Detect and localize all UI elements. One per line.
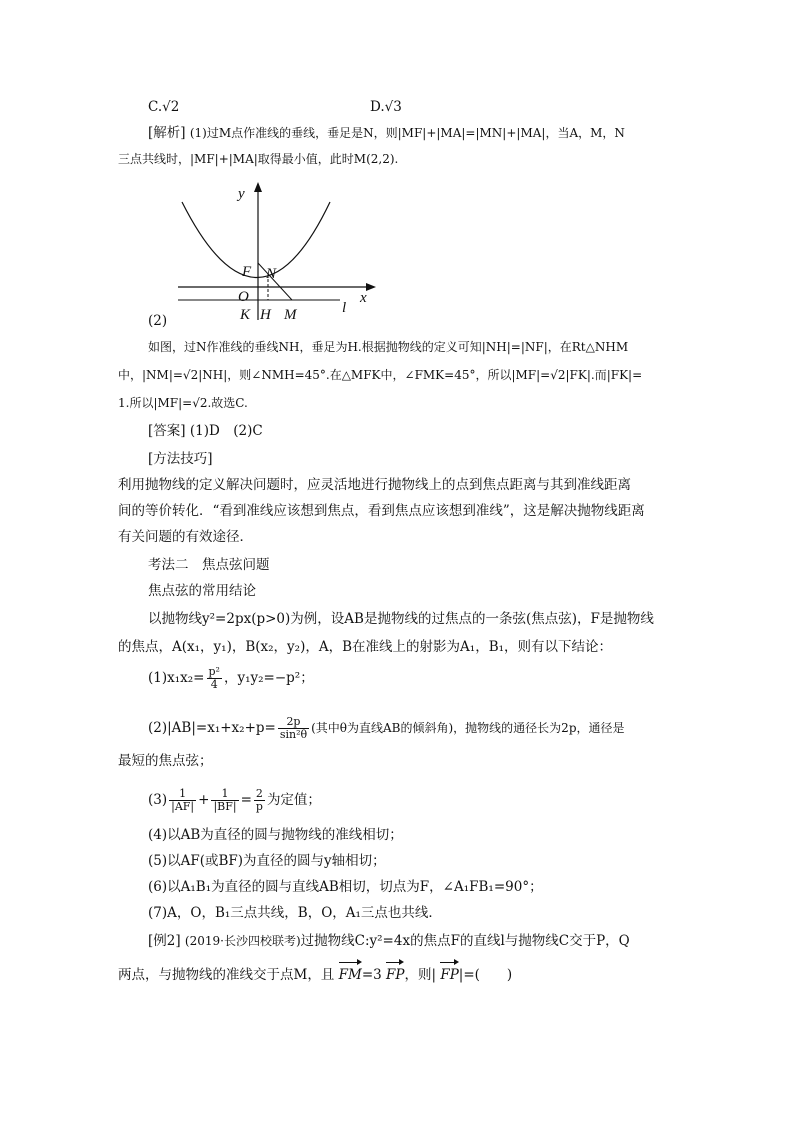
conclusion-2-cont: 最短的焦点弦； [118,753,213,769]
conclusion-3 [148,788,708,813]
parabola-curve [182,202,330,278]
label-f: F [242,264,252,280]
example-source: (2019·长沙四校联考) [184,934,301,948]
analysis2-line1: 如图，过N作准线的垂线NH，垂足为H.根据抛物线的定义可知|NH|=|NF|，在Rt△NHM [148,340,629,354]
method-line2: 间的等价转化．“看到准线应该想到焦点，看到焦点应该想到准线”，这是解决抛物线距离 [118,503,645,519]
analysis-part1: (1)过M点作准线的垂线，垂足是N，则|MF|+|MA|=|MN|+|MA|，当A，M，N [189,126,625,140]
option-d: D.√3 [370,99,402,115]
method-label: [方法技巧] [148,451,213,467]
y-axis-arrow [254,182,262,192]
analysis-label: [解析] [148,125,186,141]
label-m: M [284,307,297,323]
c3-n2: 1 [211,788,238,801]
c1-den: 4 [210,678,218,691]
label-o: O [238,289,249,305]
c2-den: sin²θ [279,728,308,741]
answer-text: (1)D (2)C [189,423,263,439]
parabola-figure [170,178,380,324]
c1-num: p² [208,665,220,678]
c1-right: ，y₁y₂=−p²； [223,670,314,686]
c3-left: (3) [148,792,168,808]
label-h: H [260,307,271,323]
option-c: C.√2 [148,99,180,115]
x-axis-arrow [366,283,376,291]
intro-line1: 以抛物线y²=2px(p>0)为例，设AB是抛物线的过焦点的一条弦(焦点弦)，F是抛物线 [148,611,654,627]
section-title: 考法二 焦点弦问题 [148,557,270,573]
answer-line [148,420,708,442]
label-n: N [266,266,277,282]
conclusion-6: (6)以A₁B₁为直径的圆与直线AB相切，切点为F，∠A₁FB₁=90°； [148,879,543,895]
vector-fm: FM [339,964,362,986]
c3-d2: |BF| [213,800,237,813]
c2-fraction [278,716,309,741]
c3-n1: 1 [169,788,196,801]
c3-d1: |AF| [171,800,195,813]
analysis-line2: 三点共线时，|MF|+|MA|取得最小值，此时M(2,2). [118,152,399,166]
label-x: x [360,290,367,306]
conclusion-5: (5)以AF(或BF)为直径的圆与y轴相切； [148,853,386,869]
example-line2 [118,964,678,986]
c1-fraction [207,666,222,691]
c3-plus: + [198,792,210,808]
example-label: [例2] [148,933,181,949]
c3-frac2 [211,788,238,813]
c3-eq: = [240,792,252,808]
c3-frac3 [254,788,265,813]
example-text3: ，则| [404,967,437,983]
c3-d3: p [255,800,263,813]
example-text4: |=( ) [458,967,513,983]
c3-frac1 [169,788,196,813]
vector-fp-abs: FP [440,964,458,986]
conclusion-1 [148,666,708,691]
conclusion-7: (7)A，O，B₁三点共线，B，O，A₁三点也共线． [148,905,442,921]
figure-part-label: (2) [148,313,168,329]
conclusion-4: (4)以AB为直径的圆与抛物线的准线相切； [148,827,403,843]
analysis-line1 [148,122,708,144]
analysis2-line2: 中，|NM|=√2|NH|，则∠NMH=45°.在△MFK中，∠FMK=45°，所以|MF|=√2|FK|.而|FK|= [118,368,643,382]
label-y: y [238,186,245,202]
c3-n3: 2 [254,788,265,801]
label-l: l [342,300,347,316]
c2-num: 2p [278,716,309,729]
example-line1 [148,930,708,952]
answer-label: [答案] [148,423,186,439]
method-line1: 利用抛物线的定义解决问题时，应灵活地进行抛物线上的点到焦点距离与其到准线距离 [118,477,631,493]
c3-right: 为定值； [266,792,321,808]
intro-line2: 的焦点，A(x₁，y₁)，B(x₂，y₂)，A，B在准线上的射影为A₁，B₁，则有以下结论： [118,639,613,655]
conclusion-2 [148,716,708,741]
vector-fp: FP [386,964,404,986]
c2-left: (2)|AB|=x₁+x₂+p= [148,720,276,736]
label-k: K [240,307,251,323]
example-eq: =3 [361,967,382,983]
c1-left: (1)x₁x₂= [148,670,205,686]
section-subtitle: 焦点弦的常用结论 [148,583,256,599]
example-text2: 两点，与抛物线的准线交于点M，且 [118,967,335,983]
c2-right: (其中θ为直线AB的倾斜角)，抛物线的通径长为2p，通径是 [311,721,625,735]
method-line3: 有关问题的有效途径． [118,529,253,545]
analysis2-line3: 1.所以|MF|=√2.故选C. [118,396,248,410]
example-text1: 过抛物线C:y²=4x的焦点F的直线l与抛物线C交于P，Q [300,933,630,949]
